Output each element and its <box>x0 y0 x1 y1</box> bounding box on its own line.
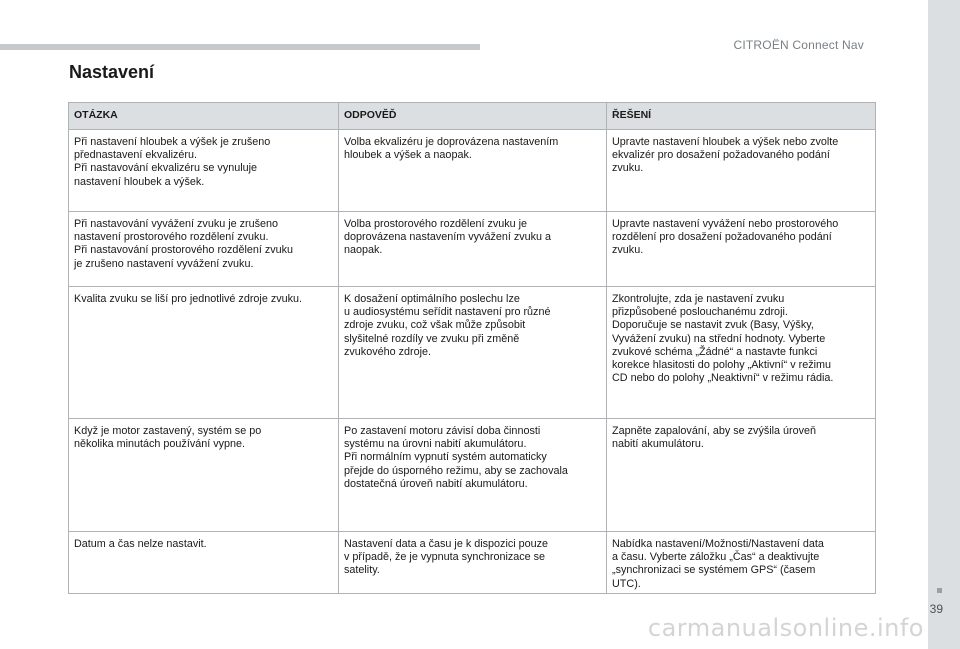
brand-label: CITROËN Connect Nav <box>733 38 864 52</box>
solution-cell: Nabídka nastavení/Možnosti/Nastavení data a času. Vyberte záložku „Čas“ a deaktivujte „synchronizaci se systémem GPS“ (časem UTC). <box>607 532 876 594</box>
answer-cell: Volba ekvalizéru je doprovázena nastavením hloubek a výšek a naopak. <box>339 130 607 212</box>
side-strip <box>928 0 960 649</box>
table-row <box>69 212 876 287</box>
column-header-answer: ODPOVĚĎ <box>339 103 607 130</box>
page-marker <box>937 588 942 593</box>
question-cell: Datum a čas nelze nastavit. <box>69 532 339 594</box>
header-rule <box>0 44 480 50</box>
answer-cell: Po zastavení motoru závisí doba činnosti systému na úrovni nabití akumulátoru. Při normálním vypnutí systém automaticky přejde do úsporného režimu, aby se zachovala dostatečná úroveň nabití akumulátoru. <box>339 419 607 532</box>
watermark: carmanualsonline.info <box>647 614 924 642</box>
answer-cell: Nastavení data a času je k dispozici pouze v případě, že je vypnuta synchronizace se satelity. <box>339 532 607 594</box>
question-cell: Při nastavování vyvážení zvuku je zrušeno nastavení prostorového rozdělení zvuku. Při nastavování prostorového rozdělení zvuku je zrušeno nastavení vyvážení zvuku. <box>69 212 339 287</box>
solution-cell: Upravte nastavení vyvážení nebo prostorového rozdělení pro dosažení požadovaného podání zvuku. <box>607 212 876 287</box>
troubleshooting-table <box>68 102 876 594</box>
answer-cell: Volba prostorového rozdělení zvuku je doprovázena nastavením vyvážení zvuku a naopak. <box>339 212 607 287</box>
answer-cell: K dosažení optimálního poslechu lze u audiosystému seřídit nastavení pro různé zdroje zvuku, což však může způsobit slyšitelné rozdíly ve zvuku při změně zvukového zdroje. <box>339 287 607 419</box>
question-cell: Při nastavení hloubek a výšek je zrušeno přednastavení ekvalizéru. Při nastavování ekvalizéru se vynuluje nastavení hloubek a výšek. <box>69 130 339 212</box>
table-row <box>69 419 876 532</box>
table-row <box>69 287 876 419</box>
question-cell: Když je motor zastavený, systém se po několika minutách používání vypne. <box>69 419 339 532</box>
table-header-row <box>69 103 876 130</box>
page-title: Nastavení <box>69 62 155 82</box>
table-row <box>69 532 876 594</box>
question-cell: Kvalita zvuku se liší pro jednotlivé zdroje zvuku. <box>69 287 339 419</box>
column-header-question: OTÁZKA <box>69 103 339 130</box>
solution-cell: Zapněte zapalování, aby se zvýšila úroveň nabití akumulátoru. <box>607 419 876 532</box>
column-header-solution: ŘEŠENÍ <box>607 103 876 130</box>
solution-cell: Upravte nastavení hloubek a výšek nebo zvolte ekvalizér pro dosažení požadovaného podání zvuku. <box>607 130 876 212</box>
table-row <box>69 130 876 212</box>
solution-cell: Zkontrolujte, zda je nastavení zvuku přizpůsobené poslouchanému zdroji. Doporučuje se nastavit zvuk (Basy, Výšky, Vyvážení zvuku) na střední hodnoty. Vyberte zvukové schéma „Žádné“ a nastavte funkci korekce hlasitosti do polohy „Aktivní“ v režimu CD nebo do polohy „Neaktivní“ v režimu rádia. <box>607 287 876 419</box>
page-number: 39 <box>929 602 943 616</box>
